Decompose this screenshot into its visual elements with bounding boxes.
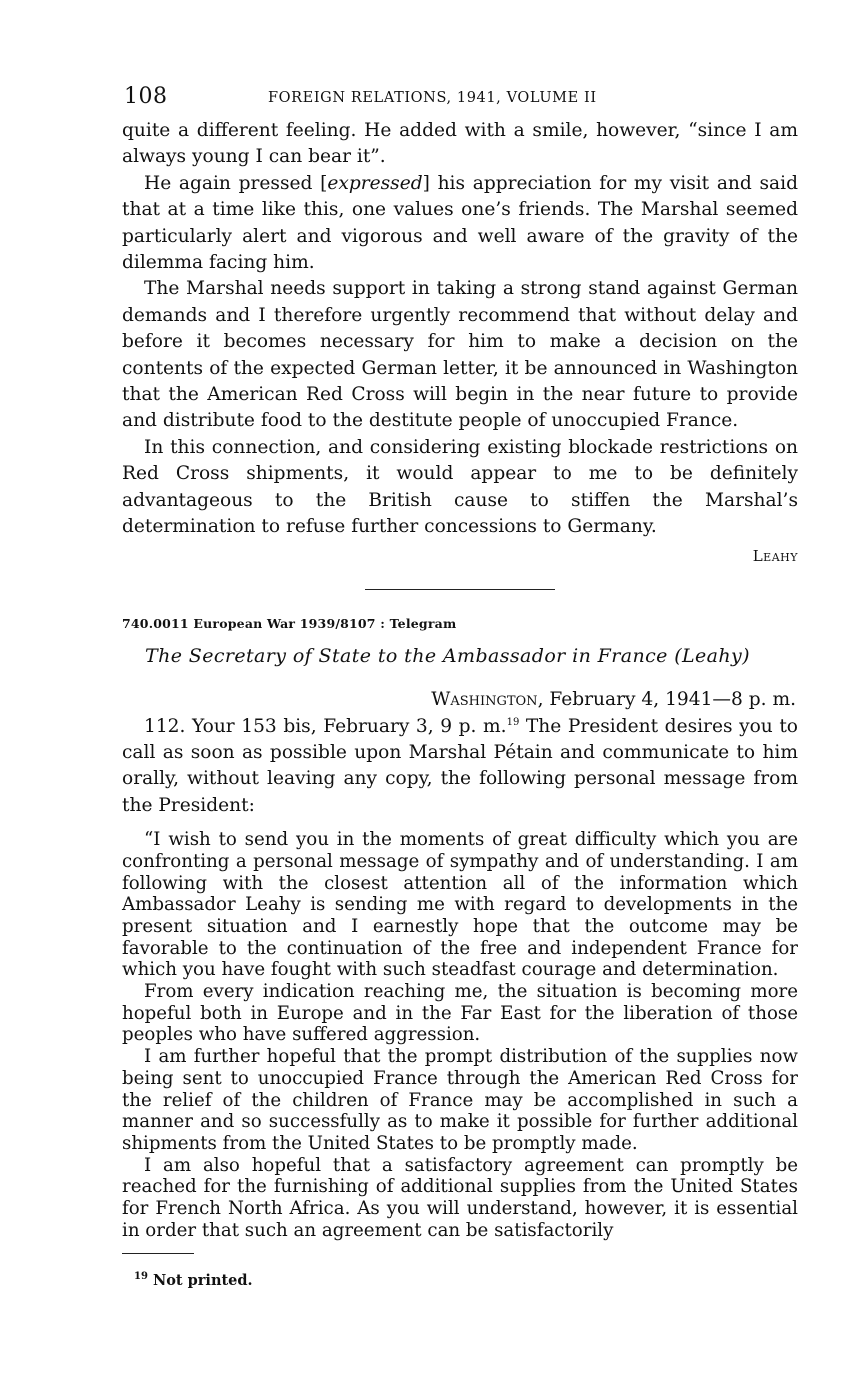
page-number: 108 — [124, 84, 168, 109]
paragraph: He again pressed [expressed] his appreciation for my visit and said that at a time like this, one values one’s friends. The Marshal seemed particularly alert and vigorous and well aware of the gravity of the dilemma facing him. — [122, 172, 798, 274]
opening-text-continued: The President desires you to call as soon as possible upon Marshal Pétain and communicate to him orally, without leaving any copy, the following personal message from the President: — [122, 715, 798, 816]
dateline-date: , February 4, 1941—8 p. m. — [537, 688, 796, 710]
footnote-marker: 19 — [506, 716, 520, 728]
quote-paragraph: “I wish to send you in the moments of great difficulty which you are confronting a personal message of sympathy and of understanding. I am following with the closest attention all of the information which Ambassador Leahy is sending me with regard to developments in the present situation and I earnestly hope that the outcome may be favorable to the continuation of the free and independent France for which you have fought with such steadfast courage and determination. — [122, 829, 798, 981]
running-title: FOREIGN RELATIONS, 1941, VOLUME II — [268, 90, 597, 106]
footnote — [134, 1272, 798, 1289]
previous-document-text — [122, 118, 798, 541]
opening-text: 112. Your 153 bis, February 3, 9 p. m. — [144, 715, 507, 737]
quoted-message — [122, 829, 798, 1241]
footnote-number: 19 — [134, 1271, 148, 1283]
file-reference: 740.0011 European War 1939/8107 : Telegram — [122, 615, 457, 631]
signature: Leahy — [752, 546, 798, 565]
quote-paragraph: I am further hopeful that the prompt distribution of the supplies now being sent to unoccupied France through the American Red Cross for the relief of the children of France may be accomplished in such a manner and so successfully as to make it possible for further additional shipments from the United States to be promptly made. — [122, 1046, 798, 1154]
quote-paragraph: From every indication reaching me, the situation is becoming more hopeful both in Europe and in the Far East for the liberation of those peoples who have suffered aggression. — [122, 981, 798, 1046]
dateline-place: Washington — [431, 688, 538, 710]
document-page — [122, 80, 798, 1289]
opening-paragraph — [122, 714, 798, 820]
section-divider — [365, 589, 555, 590]
editorial-correction: expressed — [327, 172, 423, 194]
telegram-text — [122, 714, 798, 820]
paragraph: In this connection, and considering existing blockade restrictions on Red Cross shipments, it would appear to me to be definitely advantageous to the British cause to stiffen the Marshal’s determination to refuse further concessions to Germany. — [122, 436, 798, 538]
document-title: The Secretary of State to the Ambassador in France (Leahy) — [145, 644, 750, 667]
running-head — [122, 80, 798, 118]
paragraph: quite a different feeling. He added with a smile, however, “since I am always young I can bear it”. — [122, 120, 798, 168]
footnote-rule — [122, 1253, 194, 1254]
footnote-text: Not printed. — [152, 1272, 253, 1290]
dateline — [122, 689, 796, 710]
quote-paragraph: I am also hopeful that a satisfactory agreement can promptly be reached for the furnishing of additional supplies from the United States for French North Africa. As you will understand, however, it is essential in order that such an agreement can be satisfactorily — [122, 1154, 798, 1241]
paragraph: The Marshal needs support in taking a strong stand against German demands and I therefore urgently recommend that without delay and before it becomes necessary for him to make a decision on the contents of the expected German letter, it be announced in Washington that the American Red Cross will begin in the near future to provide and distribute food to the destitute people of unoccupied France. — [122, 278, 798, 432]
